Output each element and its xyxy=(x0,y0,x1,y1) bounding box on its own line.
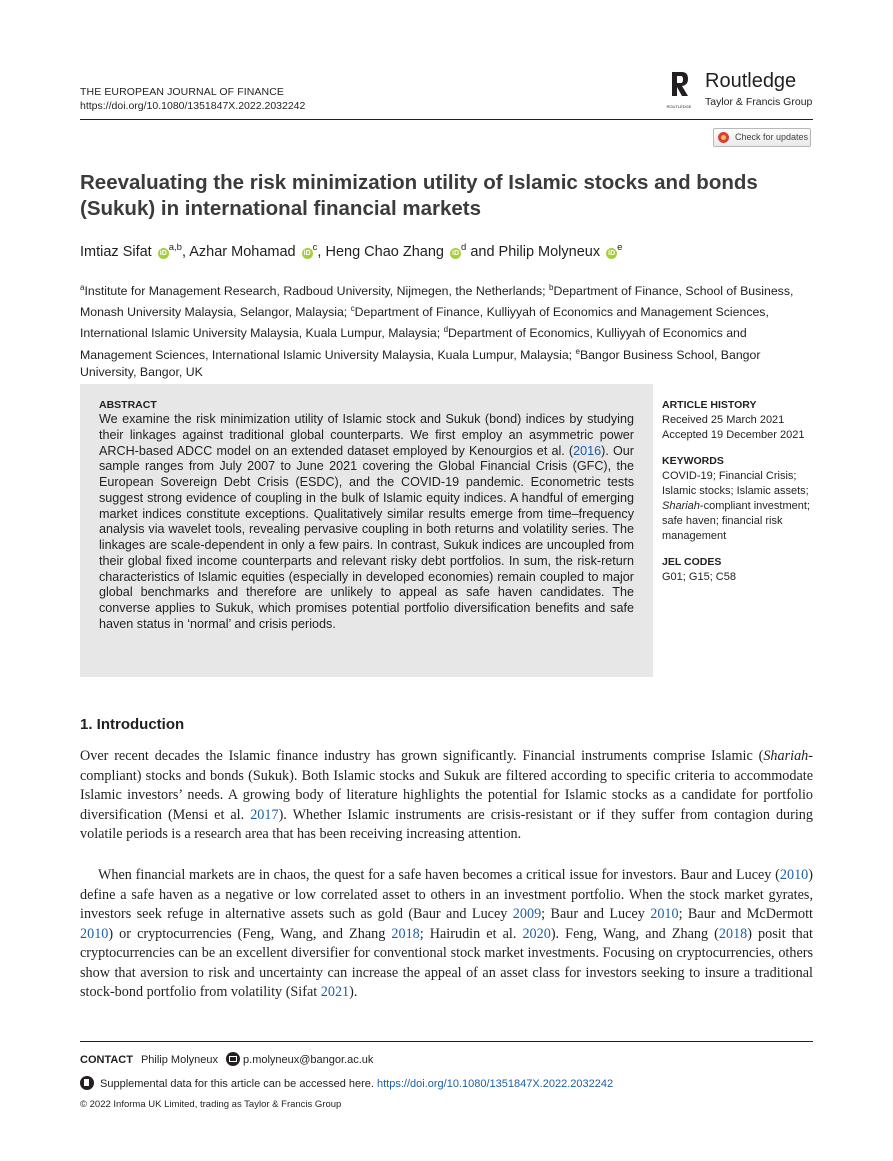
affiliation-key: c xyxy=(350,304,355,314)
citation-link[interactable]: 2016 xyxy=(573,443,602,458)
affiliation-key: e xyxy=(575,346,580,356)
citation-link[interactable]: 2010 xyxy=(650,906,679,922)
text-run: ; Hairudin et al. xyxy=(419,925,523,942)
text-run: -compliant) stocks and bonds (Sukuk). Both Islamic stocks and Sukuk are filtered according to specific criteria to accommodate Islamic investors’ needs. A growing body of literature highlights the potential for Islamic stocks as a candidate for portfolio diversification (Mensi et al. xyxy=(80,748,813,823)
text-run: When financial markets are in chaos, the quest for a safe haven becomes a critical issue for investors. Baur and Lucey ( xyxy=(98,867,780,883)
article-history-heading: ARTICLE HISTORY xyxy=(662,399,757,411)
citation-link[interactable]: 2021 xyxy=(320,984,350,1000)
affiliation-text: Department of Economics, Kulliyyah of Economics and Management Sciences, International Islamic University Malaysia, Kuala Lumpur, Malaysia; xyxy=(80,326,747,362)
text-run: -compliant investment; safe haven; financial risk management xyxy=(662,500,810,542)
text-run: ; Baur and McDermott xyxy=(678,906,813,922)
author-list xyxy=(80,242,820,260)
affiliations xyxy=(80,279,815,381)
crossmark-icon xyxy=(718,132,729,143)
contact-name: Philip Molyneux xyxy=(140,1054,219,1066)
affiliation-text: Department of Finance, Kulliyyah of Economics and Management Sciences, International Islamic University Malaysia, Kuala Lumpur, Malaysia; xyxy=(80,305,769,341)
author-name[interactable]: Imtiaz Sifat xyxy=(80,244,156,260)
intro-paragraph-1 xyxy=(80,747,813,845)
contact-line xyxy=(80,1052,373,1066)
author-affiliation-mark: e xyxy=(617,242,623,253)
supplemental-text: Supplemental data for this article can be accessed here. xyxy=(100,1078,377,1090)
intro-paragraph-2 xyxy=(80,866,813,1003)
author-name[interactable]: Heng Chao Zhang xyxy=(325,244,448,260)
received-date: Received 25 March 2021 xyxy=(662,414,785,426)
keywords-heading: KEYWORDS xyxy=(662,455,724,467)
routledge-logo-icon xyxy=(668,70,690,110)
citation-link[interactable]: 2018 xyxy=(391,925,420,942)
email-icon xyxy=(226,1052,240,1066)
orcid-icon[interactable]: iD xyxy=(452,250,459,257)
affiliation-text: Department of Finance, School of Business, Monash University Malaysia, Selangor, Malaysia; xyxy=(80,284,794,320)
text-run: ). Our sample ranges from July 2007 to June 2021 covering the Global Financial Crisis (GFC), the European Sovereign Debt Crisis (ESDC), and the COVID-19 pandemic. Econometric tests suggest strong evidence of coupling in the bulk of Islamic equity indices. A handful of emerging market indices constitute exceptions. Qualitatively similar results emerge from time–frequency analysis via wavelet tools, revealing pervasive coupling in both returns and volatility series. The linkages are scale-dependent in only a few pairs. In contrast, Sukuk indices are uncoupled from their global fixed income counterparts and relevant risky debt portfolios. In sum, the risk-return characteristics of Islamic equities (especially in developed economies) remain coupled to major global benchmarks and therefore are unlikely to appeal as safe haven candidates. The converse applies to Sukuk, which promises potential portfolio diversification benefits and safe haven status in ‘normal’ and crisis periods. xyxy=(99,443,634,631)
author-separator: , xyxy=(317,244,326,260)
section-heading-introduction: 1. Introduction xyxy=(80,716,185,733)
orcid-icon[interactable]: iD xyxy=(608,250,616,257)
affiliation-key: a xyxy=(80,283,85,292)
citation-link[interactable]: 2017 xyxy=(250,806,279,823)
citation-link[interactable]: 2020 xyxy=(522,925,551,942)
article-title: Reevaluating the risk minimization utility of Islamic stocks and bonds (Sukuk) in international financial markets xyxy=(80,171,758,220)
jel-codes: G01; G15; C58 xyxy=(662,571,736,583)
contact-label: CONTACT xyxy=(80,1054,133,1066)
citation-link[interactable]: 2010 xyxy=(779,867,809,883)
citation-link[interactable]: 2009 xyxy=(512,906,542,922)
publisher-subtitle: Taylor & Francis Group xyxy=(705,96,813,108)
text-run: We examine the risk minimization utility of Islamic stock and Sukuk (bond) indices by studying their linkages against traditional global counterparts. We first employ an asymmetric power ARCH-based ADCC model on an extended dataset employed by Kenourgios et al. ( xyxy=(99,412,634,458)
text-run: COVID-19; Financial Crisis; Islamic stocks; Islamic assets; xyxy=(662,470,809,497)
logo-vertical-text: ROUTLEDGE xyxy=(666,104,692,109)
contact-email-link[interactable]: p.molyneux@bangor.ac.uk xyxy=(243,1054,374,1066)
journal-doi-link[interactable]: https://doi.org/10.1080/1351847X.2022.2032242 xyxy=(80,100,306,112)
text-run: ) or cryptocurrencies (Feng, Wang, and Zhang xyxy=(108,925,392,942)
author-name[interactable]: Philip Molyneux xyxy=(498,244,605,260)
publisher-name: Routledge xyxy=(705,70,797,92)
supplemental-data-icon xyxy=(80,1076,94,1090)
italic-term: Shariah xyxy=(763,748,809,764)
text-run: ) define a safe haven as a negative or low correlated asset to others in an investment portfolio. When the stock market gyrates, investors seek refuge in alternative assets such as gold (Baur and Lucey xyxy=(80,867,813,922)
abstract-text xyxy=(99,412,634,633)
orcid-icon[interactable]: iD xyxy=(159,250,167,257)
author-affiliation-mark: a,b xyxy=(168,242,182,253)
supplemental-link[interactable]: https://doi.org/10.1080/1351847X.2022.2032242 xyxy=(377,1078,614,1090)
author-name[interactable]: Azhar Mohamad xyxy=(189,244,300,260)
check-for-updates-button[interactable] xyxy=(713,128,811,147)
author-separator: , xyxy=(181,244,190,260)
author-separator: and xyxy=(466,244,499,260)
citation-link[interactable]: 2018 xyxy=(718,925,748,942)
accepted-date: Accepted 19 December 2021 xyxy=(662,429,805,441)
affiliation-key: d xyxy=(443,325,449,335)
orcid-icon[interactable]: iD xyxy=(303,250,311,257)
affiliation-key: b xyxy=(549,283,554,292)
check-updates-label: Check for updates xyxy=(735,132,809,142)
text-run: ; Baur and Lucey xyxy=(541,906,651,922)
jel-codes-heading: JEL CODES xyxy=(662,556,722,568)
italic-term: Shariah xyxy=(662,500,700,512)
affiliation-text: Bangor Business School, Bangor University, Bangor, UK xyxy=(80,347,761,379)
author-affiliation-mark: c xyxy=(312,242,318,253)
keywords-list xyxy=(662,469,822,544)
supplemental-line xyxy=(80,1076,613,1090)
text-run: ). xyxy=(349,984,358,1000)
author-affiliation-mark: d xyxy=(461,242,467,253)
text-run: Over recent decades the Islamic finance industry has grown significantly. Financial instruments comprise Islamic ( xyxy=(80,748,764,764)
journal-name: THE EUROPEAN JOURNAL OF FINANCE xyxy=(80,86,284,98)
header-divider xyxy=(80,119,813,120)
footer-divider xyxy=(80,1041,813,1042)
affiliation-text: Institute for Management Research, Radboud University, Nijmegen, the Netherlands; xyxy=(84,284,550,298)
text-run: ). Whether Islamic instruments are crisis-resistant or if they suffer from contagion during volatile periods is a research area that has been receiving increasing attention. xyxy=(80,806,813,842)
copyright-notice: © 2022 Informa UK Limited, trading as Taylor & Francis Group xyxy=(80,1099,342,1110)
publisher-logo[interactable] xyxy=(668,70,818,112)
text-run: ) posit that cryptocurrencies can be an excellent diversifier for conventional stock market investments. Focusing on cryptocurrencies, others show that aversion to risk and uncertainty can increase the appeal of an asset class for investors seeking to insure a traditional stock-bond portfolio from volatility (Sifat xyxy=(80,925,813,1000)
text-run: ). Feng, Wang, and Zhang ( xyxy=(550,925,719,942)
citation-link[interactable]: 2010 xyxy=(80,925,109,942)
abstract-heading: ABSTRACT xyxy=(99,399,157,411)
